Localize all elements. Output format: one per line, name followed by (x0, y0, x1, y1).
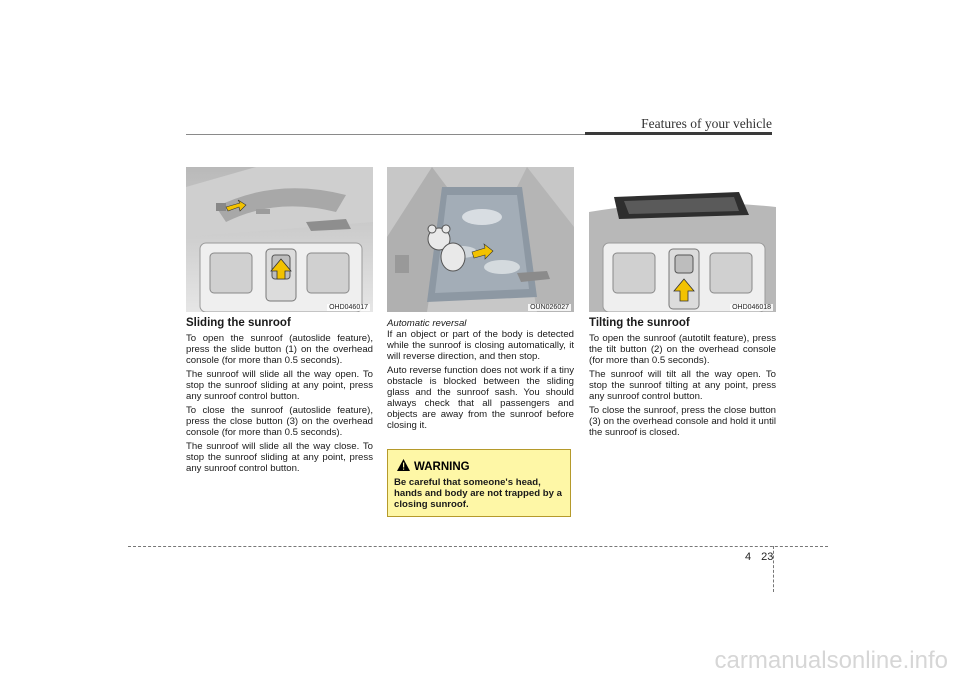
page-number (745, 551, 773, 563)
image-code: OHD046017 (329, 304, 368, 311)
header-rule-accent (585, 132, 772, 135)
column-automatic-reversal (387, 318, 574, 434)
paragraph: The sunroof will slide all the way close. To stop the sunroof sliding at any point, press any sunroof control button. (186, 441, 373, 474)
section-heading: Tilting the sunroof (589, 317, 690, 329)
paragraph: Auto reverse function does not work if a tiny obstacle is blocked between the sliding glass and the sunroof sash. You should always check that all passengers and objects are away from the sunroof before closing it. (387, 365, 574, 431)
overhead-console-tilt-image (589, 167, 776, 312)
footer-rule (128, 546, 828, 547)
column-tilting-sunroof (589, 318, 776, 441)
paragraph: The sunroof will slide all the way open. To stop the sunroof sliding at any point, press any sunroof control button. (186, 369, 373, 402)
paragraph: To open the sunroof (autoslide feature), press the slide button (1) on the overhead console (for more than 0.5 seconds). (186, 333, 373, 366)
sunroof-auto-reverse-image (387, 167, 574, 312)
overhead-console-slide-image (186, 167, 373, 312)
watermark-text: carmanualsonline.info (714, 647, 948, 674)
page-index: 23 (761, 551, 774, 563)
warning-triangle-icon (397, 459, 410, 474)
section-heading: Sliding the sunroof (186, 317, 291, 329)
paragraph: If an object or part of the body is detected while the sunroof is closing automatically, it will reverse direction, and then stop. (387, 329, 574, 362)
paragraph: To open the sunroof (autotilt feature), press the tilt button (2) on the overhead console (for more than 0.5 seconds). (589, 333, 776, 366)
warning-box (387, 449, 571, 517)
page-header-title: Features of your vehicle (641, 116, 772, 131)
image-code: OHD046018 (732, 304, 771, 311)
image-code: OUN026027 (530, 304, 569, 311)
paragraph: To close the sunroof, press the close button (3) on the overhead console and hold it until the sunroof is closed. (589, 405, 776, 438)
warning-header (397, 459, 470, 474)
warning-text: Be careful that someone's head, hands and body are not trapped by a closing sunroof. (394, 477, 562, 510)
paragraph: To close the sunroof (autoslide feature), press the close button (3) on the overhead console (for more than 0.5 seconds). (186, 405, 373, 438)
chapter-number: 4 (745, 551, 752, 563)
section-subheading: Automatic reversal (387, 318, 467, 329)
column-sliding-sunroof (186, 318, 373, 477)
paragraph: The sunroof will tilt all the way open. To stop the sunroof tilting at any point, press any sunroof control button. (589, 369, 776, 402)
warning-title: WARNING (414, 460, 470, 473)
